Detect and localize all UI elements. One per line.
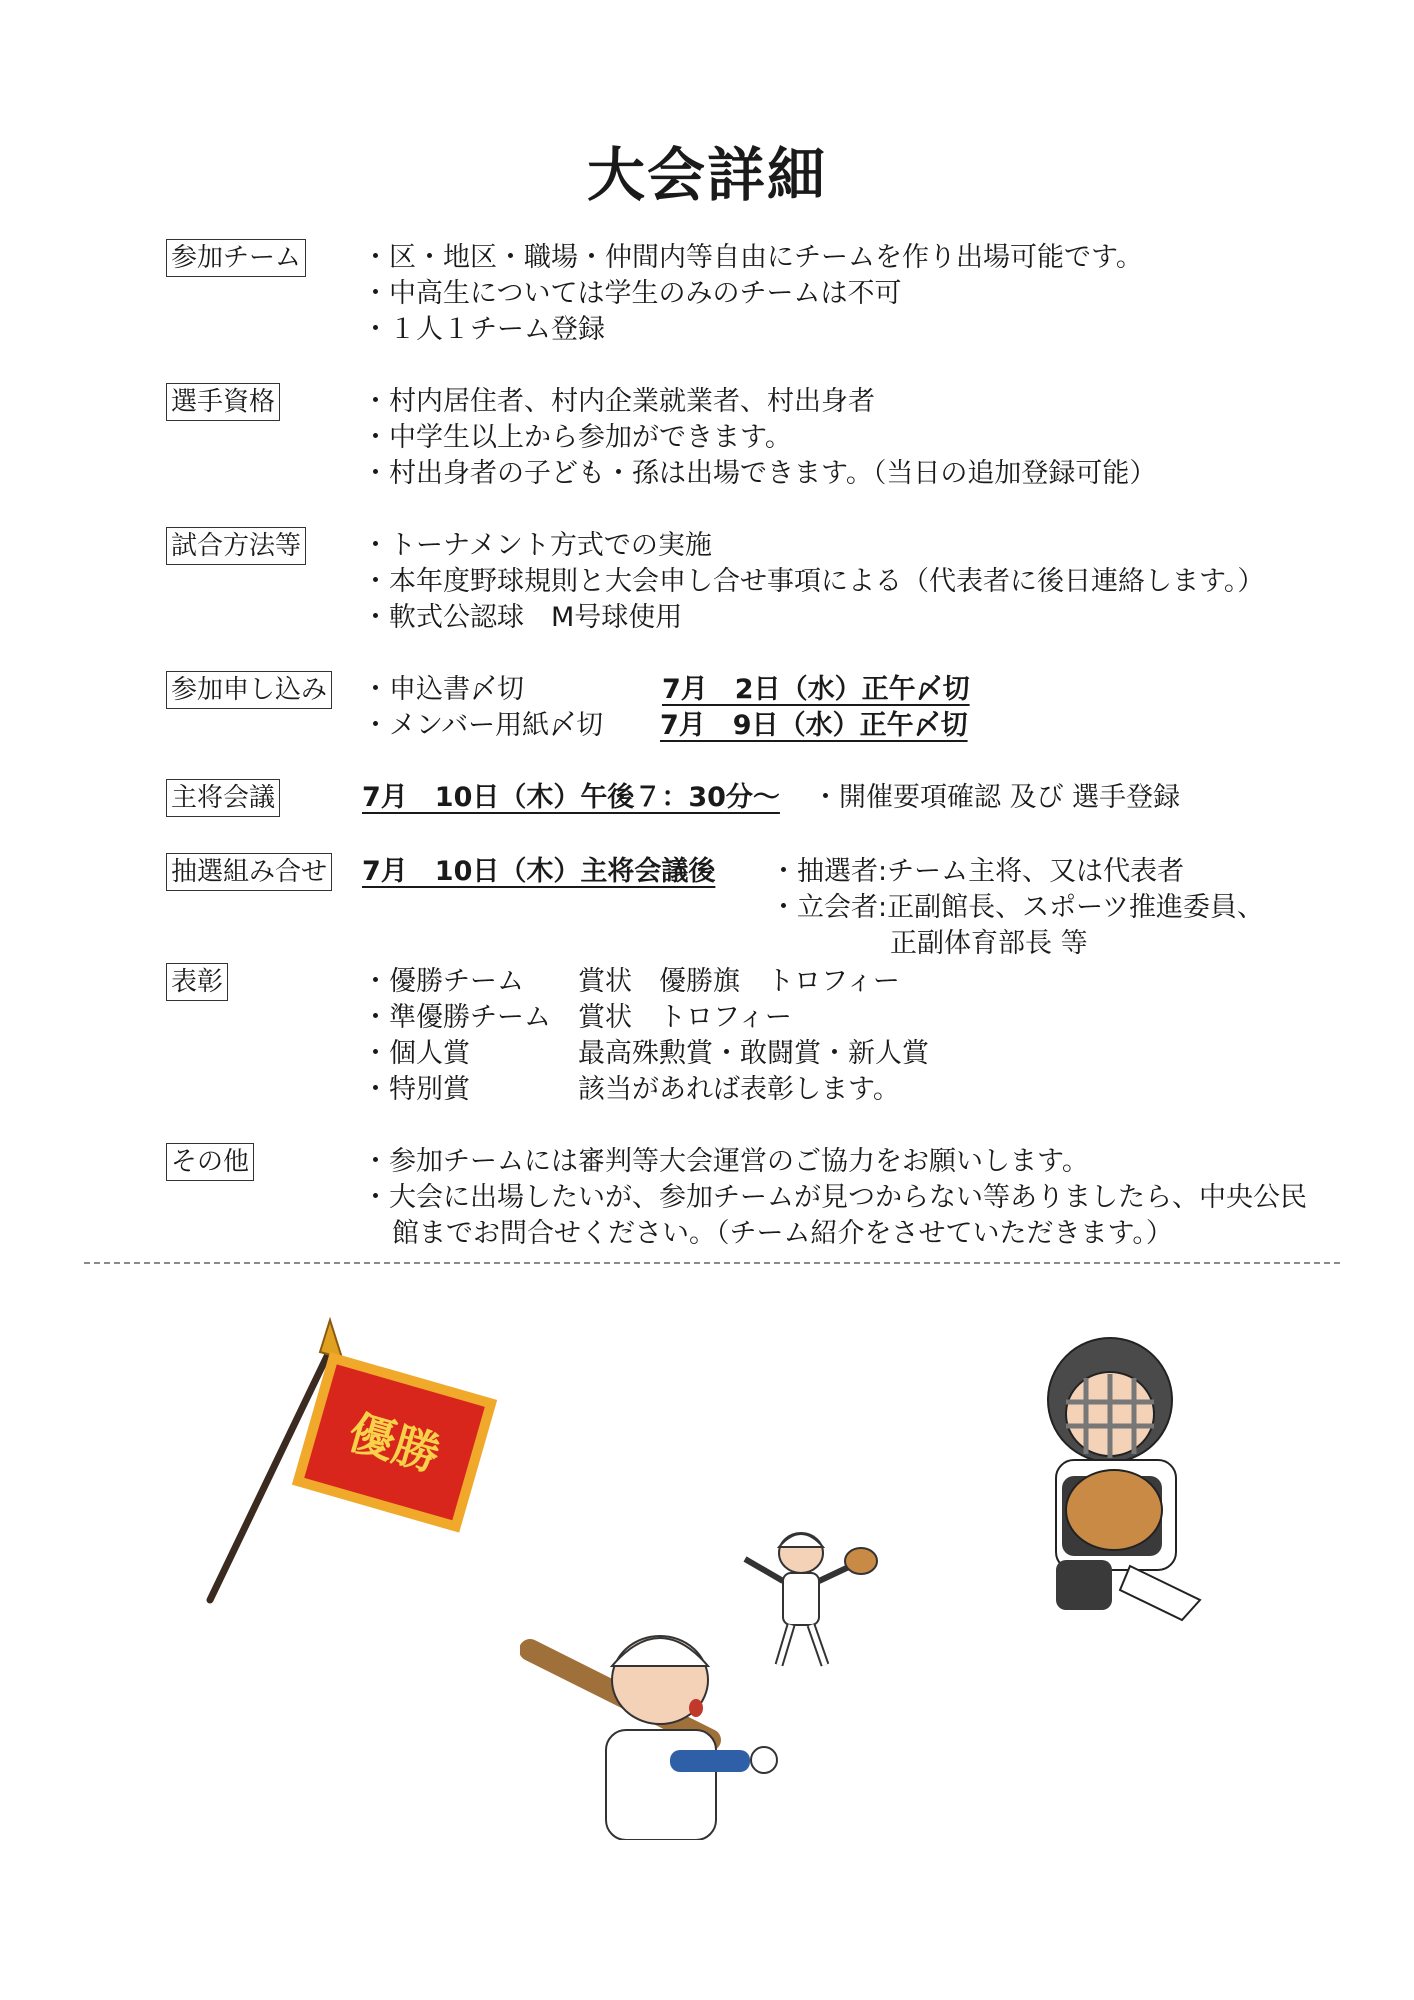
other-line-1: ・参加チームには審判等大会運営のご協力をお願いします。 <box>362 1146 1089 1177</box>
award-item-1: ・優勝チーム <box>362 966 524 997</box>
award-prize-1: 賞状 優勝旗 トロフィー <box>578 966 900 997</box>
label-team: 参加チーム <box>166 239 306 277</box>
label-eligibility: 選手資格 <box>166 383 280 421</box>
catcher-icon <box>1010 1330 1230 1630</box>
label-other: その他 <box>166 1143 254 1181</box>
award-item-2: ・準優勝チーム <box>362 1002 551 1033</box>
label-application: 参加申し込み <box>166 671 332 709</box>
label-captains: 主将会議 <box>166 779 280 817</box>
method-line-2: ・本年度野球規則と大会申し合せ事項による（代表者に後日連絡します。） <box>362 566 1265 597</box>
award-item-4: ・特別賞 <box>362 1074 470 1105</box>
label-draw: 抽選組み合せ <box>166 853 332 891</box>
draw-note-1: ・抽選者:チーム主将、又は代表者 <box>770 856 1185 887</box>
eligibility-line-1: ・村内居住者、村内企業就業者、村出身者 <box>362 386 875 417</box>
eligibility-line-3: ・村出身者の子ども・孫は出場できます。（当日の追加登録可能） <box>362 458 1157 489</box>
award-prize-4: 該当があれば表彰します。 <box>578 1074 900 1105</box>
method-line-3: ・軟式公認球 M号球使用 <box>362 602 683 633</box>
label-awards: 表彰 <box>166 963 228 1001</box>
application-item-1: ・申込書〆切 <box>362 674 524 705</box>
captains-note: ・開催要項確認 及び 選手登録 <box>812 782 1181 813</box>
label-method: 試合方法等 <box>166 527 306 565</box>
draw-date: 7月 10日（木）主将会議後 <box>362 856 716 887</box>
batter-icon <box>520 1600 810 1840</box>
award-prize-2: 賞状 トロフィー <box>578 1002 792 1033</box>
draw-note-2: ・立会者:正副館長、スポーツ推進委員、 <box>770 892 1265 923</box>
award-prize-3: 最高殊勲賞・敢闘賞・新人賞 <box>578 1038 929 1069</box>
victory-flag-icon <box>190 1300 510 1620</box>
team-line-3: ・１人１チーム登録 <box>362 314 605 345</box>
application-item-2: ・メンバー用紙〆切 <box>362 710 604 741</box>
eligibility-line-2: ・中学生以上から参加ができます。 <box>362 422 792 453</box>
application-deadline-2: 7月 9日（水）正午〆切 <box>660 710 968 741</box>
page-title: 大会詳細 <box>586 141 827 209</box>
dashed-separator <box>84 1262 1340 1264</box>
method-line-1: ・トーナメント方式での実施 <box>362 530 712 561</box>
team-line-1: ・区・地区・職場・仲間内等自由にチームを作り出場可能です。 <box>362 242 1143 273</box>
draw-note-3: 正副体育部長 等 <box>890 928 1088 959</box>
team-line-2: ・中高生については学生のみのチームは不可 <box>362 278 902 309</box>
application-deadline-1: 7月 2日（水）正午〆切 <box>662 674 970 705</box>
captains-date: 7月 10日（木）午後７：30分～ <box>362 782 780 813</box>
other-line-3: 館までお問合せください。（チーム紹介をさせていただきます。） <box>392 1218 1173 1249</box>
award-item-3: ・個人賞 <box>362 1038 470 1069</box>
flag-text: 優勝 <box>342 1404 446 1482</box>
other-line-2: ・大会に出場したいが、参加チームが見つからない等ありましたら、中央公民 <box>362 1182 1307 1213</box>
